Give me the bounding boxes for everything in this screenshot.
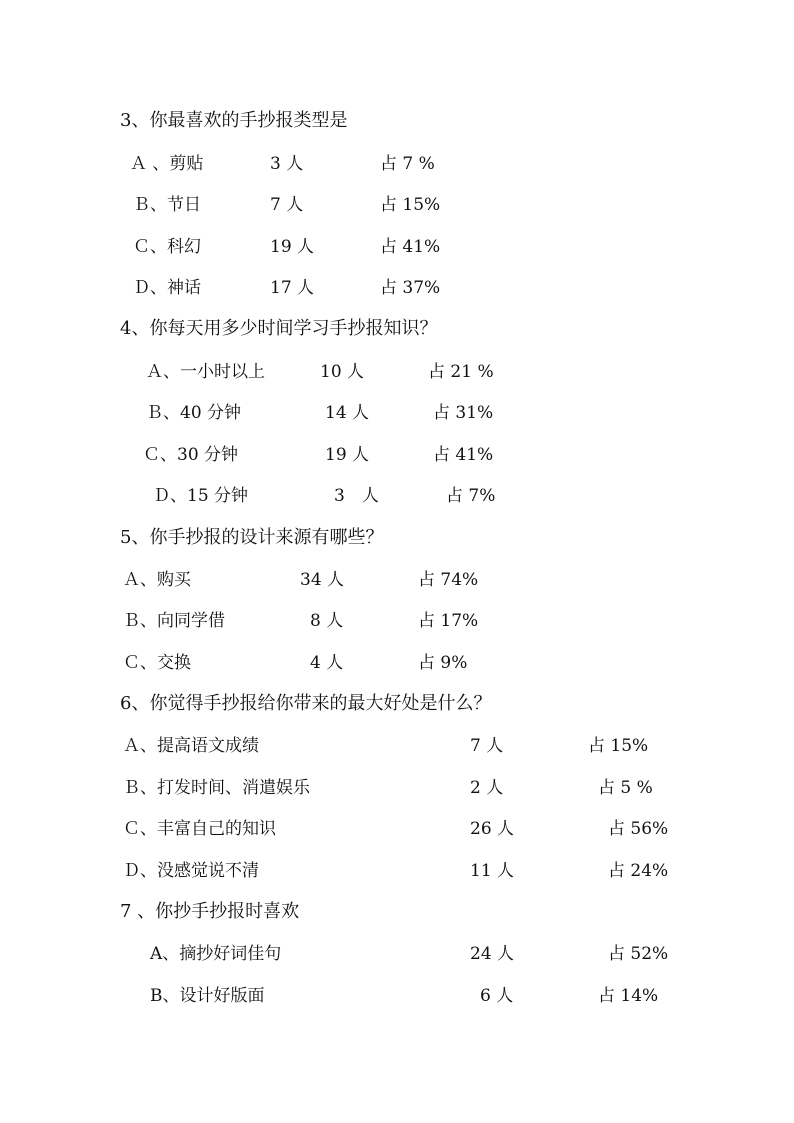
question-4-title: 4、你每天用多少时间学习手抄报知识？ xyxy=(120,318,438,339)
option-percent: 占 41% xyxy=(433,445,494,465)
option-label: Ｂ、40 分钟 xyxy=(146,403,242,423)
option-percent: 占 52% xyxy=(608,944,669,964)
option-percent: 占 74% xyxy=(418,570,479,590)
question-7-title: 7 、你抄手抄报时喜欢 xyxy=(120,901,300,922)
option-percent: 占 56% xyxy=(608,819,669,839)
option-percent: 占 7 % xyxy=(380,154,435,174)
option-label: Ｃ、科幻 xyxy=(133,237,201,257)
option-label: Ｂ、向同学借 xyxy=(123,611,225,631)
option-label: Ａ、一小时以上 xyxy=(146,362,265,382)
option-percent: 占 31% xyxy=(433,403,494,423)
option-label: Ｄ、15 分钟 xyxy=(153,486,249,506)
option-count: 10 人 xyxy=(320,362,365,382)
option-percent: 占 37% xyxy=(380,278,441,298)
option-percent: 占 5 % xyxy=(598,778,653,798)
option-count: 3 人 xyxy=(334,486,379,506)
option-count: 8 人 xyxy=(310,611,344,631)
option-count: 6 人 xyxy=(480,986,514,1006)
option-count: 19 人 xyxy=(325,445,370,465)
option-count: 4 人 xyxy=(310,653,344,673)
option-percent: 占 14% xyxy=(598,986,659,1006)
option-count: 26 人 xyxy=(470,819,515,839)
option-count: 11 人 xyxy=(470,861,515,881)
option-label: Ｂ、打发时间、消遣娱乐 xyxy=(123,778,310,798)
option-count: 7 人 xyxy=(270,195,304,215)
option-count: 34 人 xyxy=(300,570,345,590)
option-label: Ｄ、神话 xyxy=(133,278,201,298)
option-count: 14 人 xyxy=(325,403,370,423)
option-count: 3 人 xyxy=(270,154,304,174)
question-6-title: 6、你觉得手抄报给你带来的最大好处是什么？ xyxy=(120,693,492,714)
option-label: Ａ 、剪贴 xyxy=(130,154,204,174)
option-label: Ａ、提高语文成绩 xyxy=(123,736,259,756)
option-percent: 占 15% xyxy=(380,195,441,215)
option-label: Ｄ、没感觉说不清 xyxy=(123,861,259,881)
option-label: B、设计好版面 xyxy=(150,986,265,1006)
option-count: 2 人 xyxy=(470,778,504,798)
option-label: A、摘抄好词佳句 xyxy=(150,944,282,964)
option-percent: 占 17% xyxy=(418,611,479,631)
option-count: 24 人 xyxy=(470,944,515,964)
option-label: Ｃ、交换 xyxy=(123,653,191,673)
option-percent: 占 15% xyxy=(588,736,649,756)
option-percent: 占 7% xyxy=(446,486,496,506)
option-count: 17 人 xyxy=(270,278,315,298)
option-label: Ｃ、丰富自己的知识 xyxy=(123,819,276,839)
option-label: Ａ、购买 xyxy=(123,570,191,590)
option-label: Ｂ、节日 xyxy=(133,195,201,215)
option-count: 19 人 xyxy=(270,237,315,257)
option-percent: 占 21 % xyxy=(428,362,494,382)
option-percent: 占 24% xyxy=(608,861,669,881)
question-5-title: 5、你手抄报的设计来源有哪些？ xyxy=(120,527,384,548)
option-label: Ｃ、30 分钟 xyxy=(143,445,239,465)
option-percent: 占 9% xyxy=(418,653,468,673)
option-percent: 占 41% xyxy=(380,237,441,257)
question-3-title: 3、你最喜欢的手抄报类型是 xyxy=(120,110,348,131)
option-count: 7 人 xyxy=(470,736,504,756)
